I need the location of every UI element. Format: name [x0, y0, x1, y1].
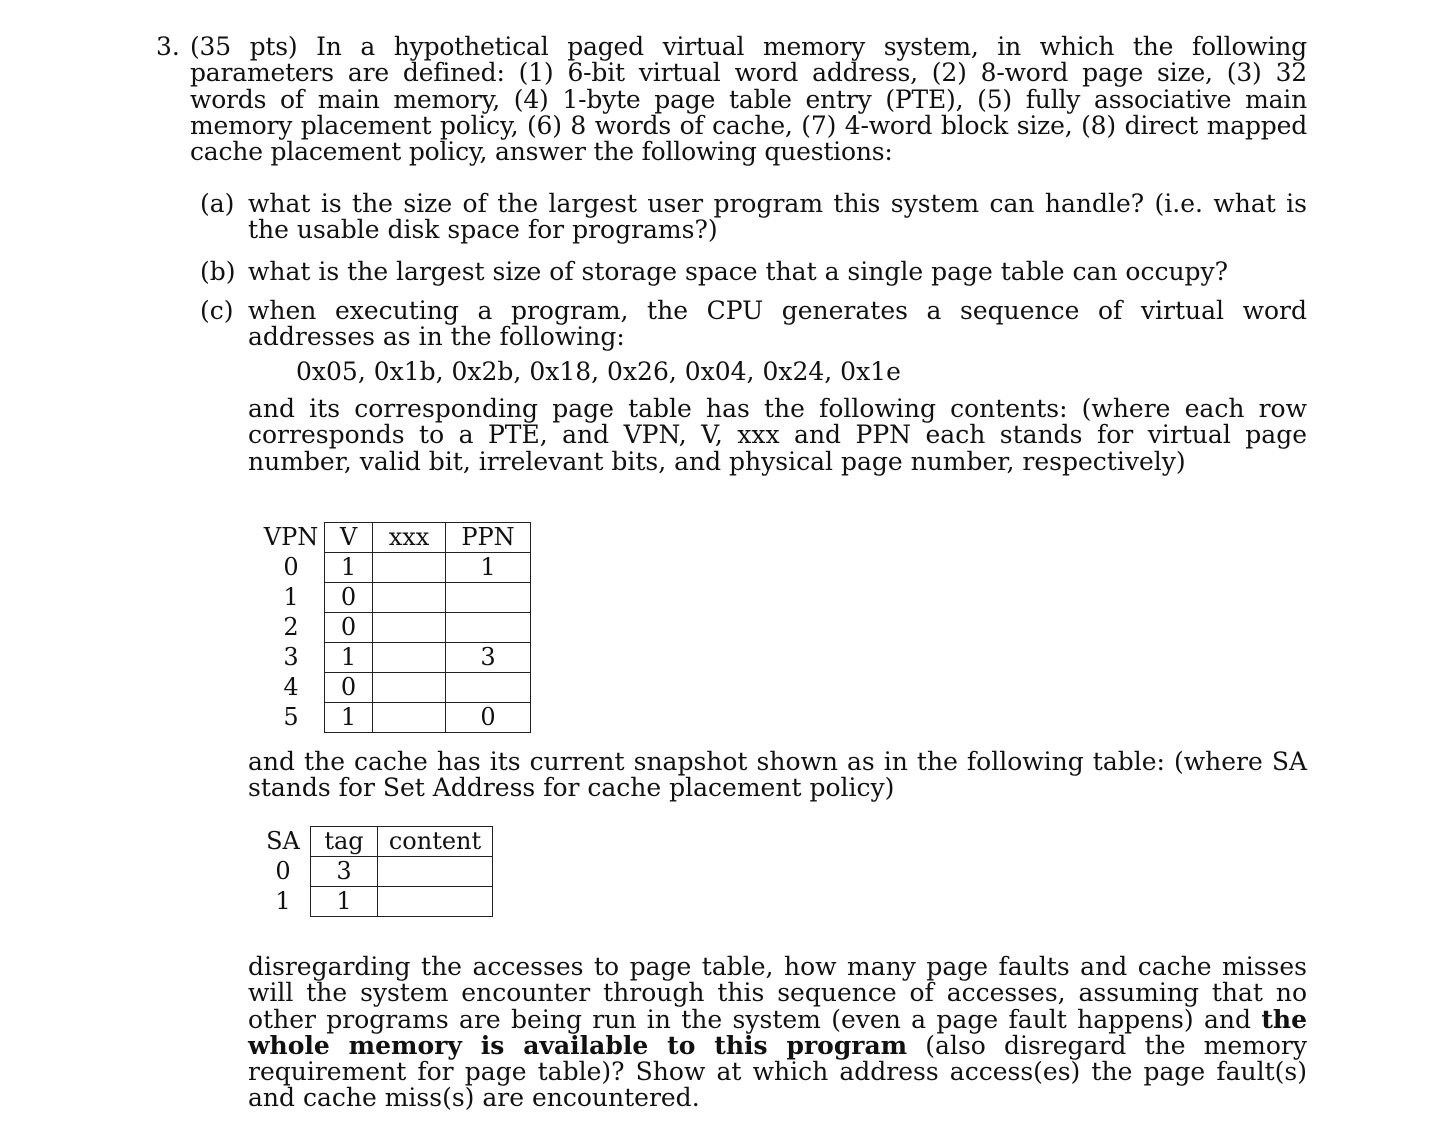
page-table — [258, 522, 531, 733]
v-cell: 1 — [325, 553, 373, 583]
table-row — [258, 643, 531, 673]
sa-cell: 1 — [275, 886, 291, 915]
v-cell: 0 — [325, 583, 373, 613]
final-question-start: disregarding the accesses to page table, how many page faults and cache misses will the system encounter through this sequence of accesses, assuming that no other programs are being run in the system (even a page fault happens) and — [248, 952, 1307, 1034]
sa-cell: 0 — [275, 856, 291, 885]
vpn-cell: 1 — [283, 582, 299, 611]
tag-cell: 1 — [311, 887, 378, 917]
cache-table-header-row — [256, 827, 493, 857]
ppn-cell — [446, 583, 531, 613]
vpn-cell: 3 — [283, 642, 299, 671]
tag-header: tag — [311, 827, 378, 857]
v-cell: 0 — [325, 613, 373, 643]
v-cell: 0 — [325, 673, 373, 703]
table-row — [258, 553, 531, 583]
xxx-cell — [373, 553, 446, 583]
ppn-header: PPN — [446, 523, 531, 553]
xxx-cell — [373, 673, 446, 703]
table-row — [256, 857, 493, 887]
final-question — [248, 954, 1307, 1112]
table-row — [258, 703, 531, 733]
tag-cell: 3 — [311, 857, 378, 887]
part-a-text: what is the size of the largest user program this system can handle? (i.e. what is the usable disk space for programs?) — [248, 189, 1307, 245]
ppn-cell — [446, 613, 531, 643]
vpn-cell: 5 — [283, 702, 299, 731]
page-table-intro: and its corresponding page table has the following contents: (where each row corresponds to a PTE, and VPN, V, xxx and PPN each stands for virtual page number, valid bit, irrelevant bits, and physical page number, respectively) — [248, 394, 1307, 476]
xxx-cell — [373, 703, 446, 733]
question-number: 3. — [156, 32, 180, 61]
address-sequence: 0x05, 0x1b, 0x2b, 0x18, 0x26, 0x04, 0x24, 0x1e — [296, 357, 901, 386]
table-row — [258, 613, 531, 643]
page-table-header-row — [258, 523, 531, 553]
vpn-cell: 2 — [283, 612, 299, 641]
content-cell — [378, 857, 493, 887]
table-row — [256, 887, 493, 917]
table-row — [258, 583, 531, 613]
sa-header: SA — [266, 826, 300, 855]
vpn-cell: 4 — [283, 672, 299, 701]
table-row — [258, 673, 531, 703]
v-cell: 1 — [325, 643, 373, 673]
vpn-cell: 0 — [283, 552, 299, 581]
ppn-cell: 1 — [446, 553, 531, 583]
content-cell — [378, 887, 493, 917]
cache-table — [256, 826, 493, 917]
v-header: V — [325, 523, 373, 553]
cache-table-intro: and the cache has its current snapshot shown as in the following table: (where SA stands for Set Address for cache placement policy) — [248, 747, 1307, 803]
question-intro: (35 pts) In a hypothetical paged virtual memory system, in which the following parameters are defined: (1) 6-bit virtual word address, (2) 8-word page size, (3) 32 words of main memory, (4) 1-byte page table entry (PTE), (5) fully associative main memory placement policy, (6) 8 words of cache, (7) 4-word block size, (8) direct mapped cache placement policy, answer the following questions: — [190, 32, 1307, 166]
part-a-label: (a) — [200, 189, 235, 218]
ppn-cell — [446, 673, 531, 703]
ppn-cell: 0 — [446, 703, 531, 733]
part-c-text: when executing a program, the CPU generates a sequence of virtual word addresses as in the following: — [248, 296, 1307, 352]
xxx-header: xxx — [373, 523, 446, 553]
v-cell: 1 — [325, 703, 373, 733]
part-b-text: what is the largest size of storage space that a single page table can occupy? — [248, 257, 1229, 286]
final-question-end: (also disregard the memory requirement for page table)? Show at which address access(es) the page fault(s) and cache miss(s) are encountered. — [248, 1030, 1307, 1113]
part-c-label: (c) — [200, 296, 234, 325]
xxx-cell — [373, 643, 446, 673]
final-question-emphasis: the whole memory is available to this program — [248, 1004, 1307, 1060]
content-header: content — [378, 827, 493, 857]
part-b-label: (b) — [200, 257, 236, 286]
ppn-cell: 3 — [446, 643, 531, 673]
vpn-header: VPN — [263, 522, 319, 551]
xxx-cell — [373, 613, 446, 643]
xxx-cell — [373, 583, 446, 613]
